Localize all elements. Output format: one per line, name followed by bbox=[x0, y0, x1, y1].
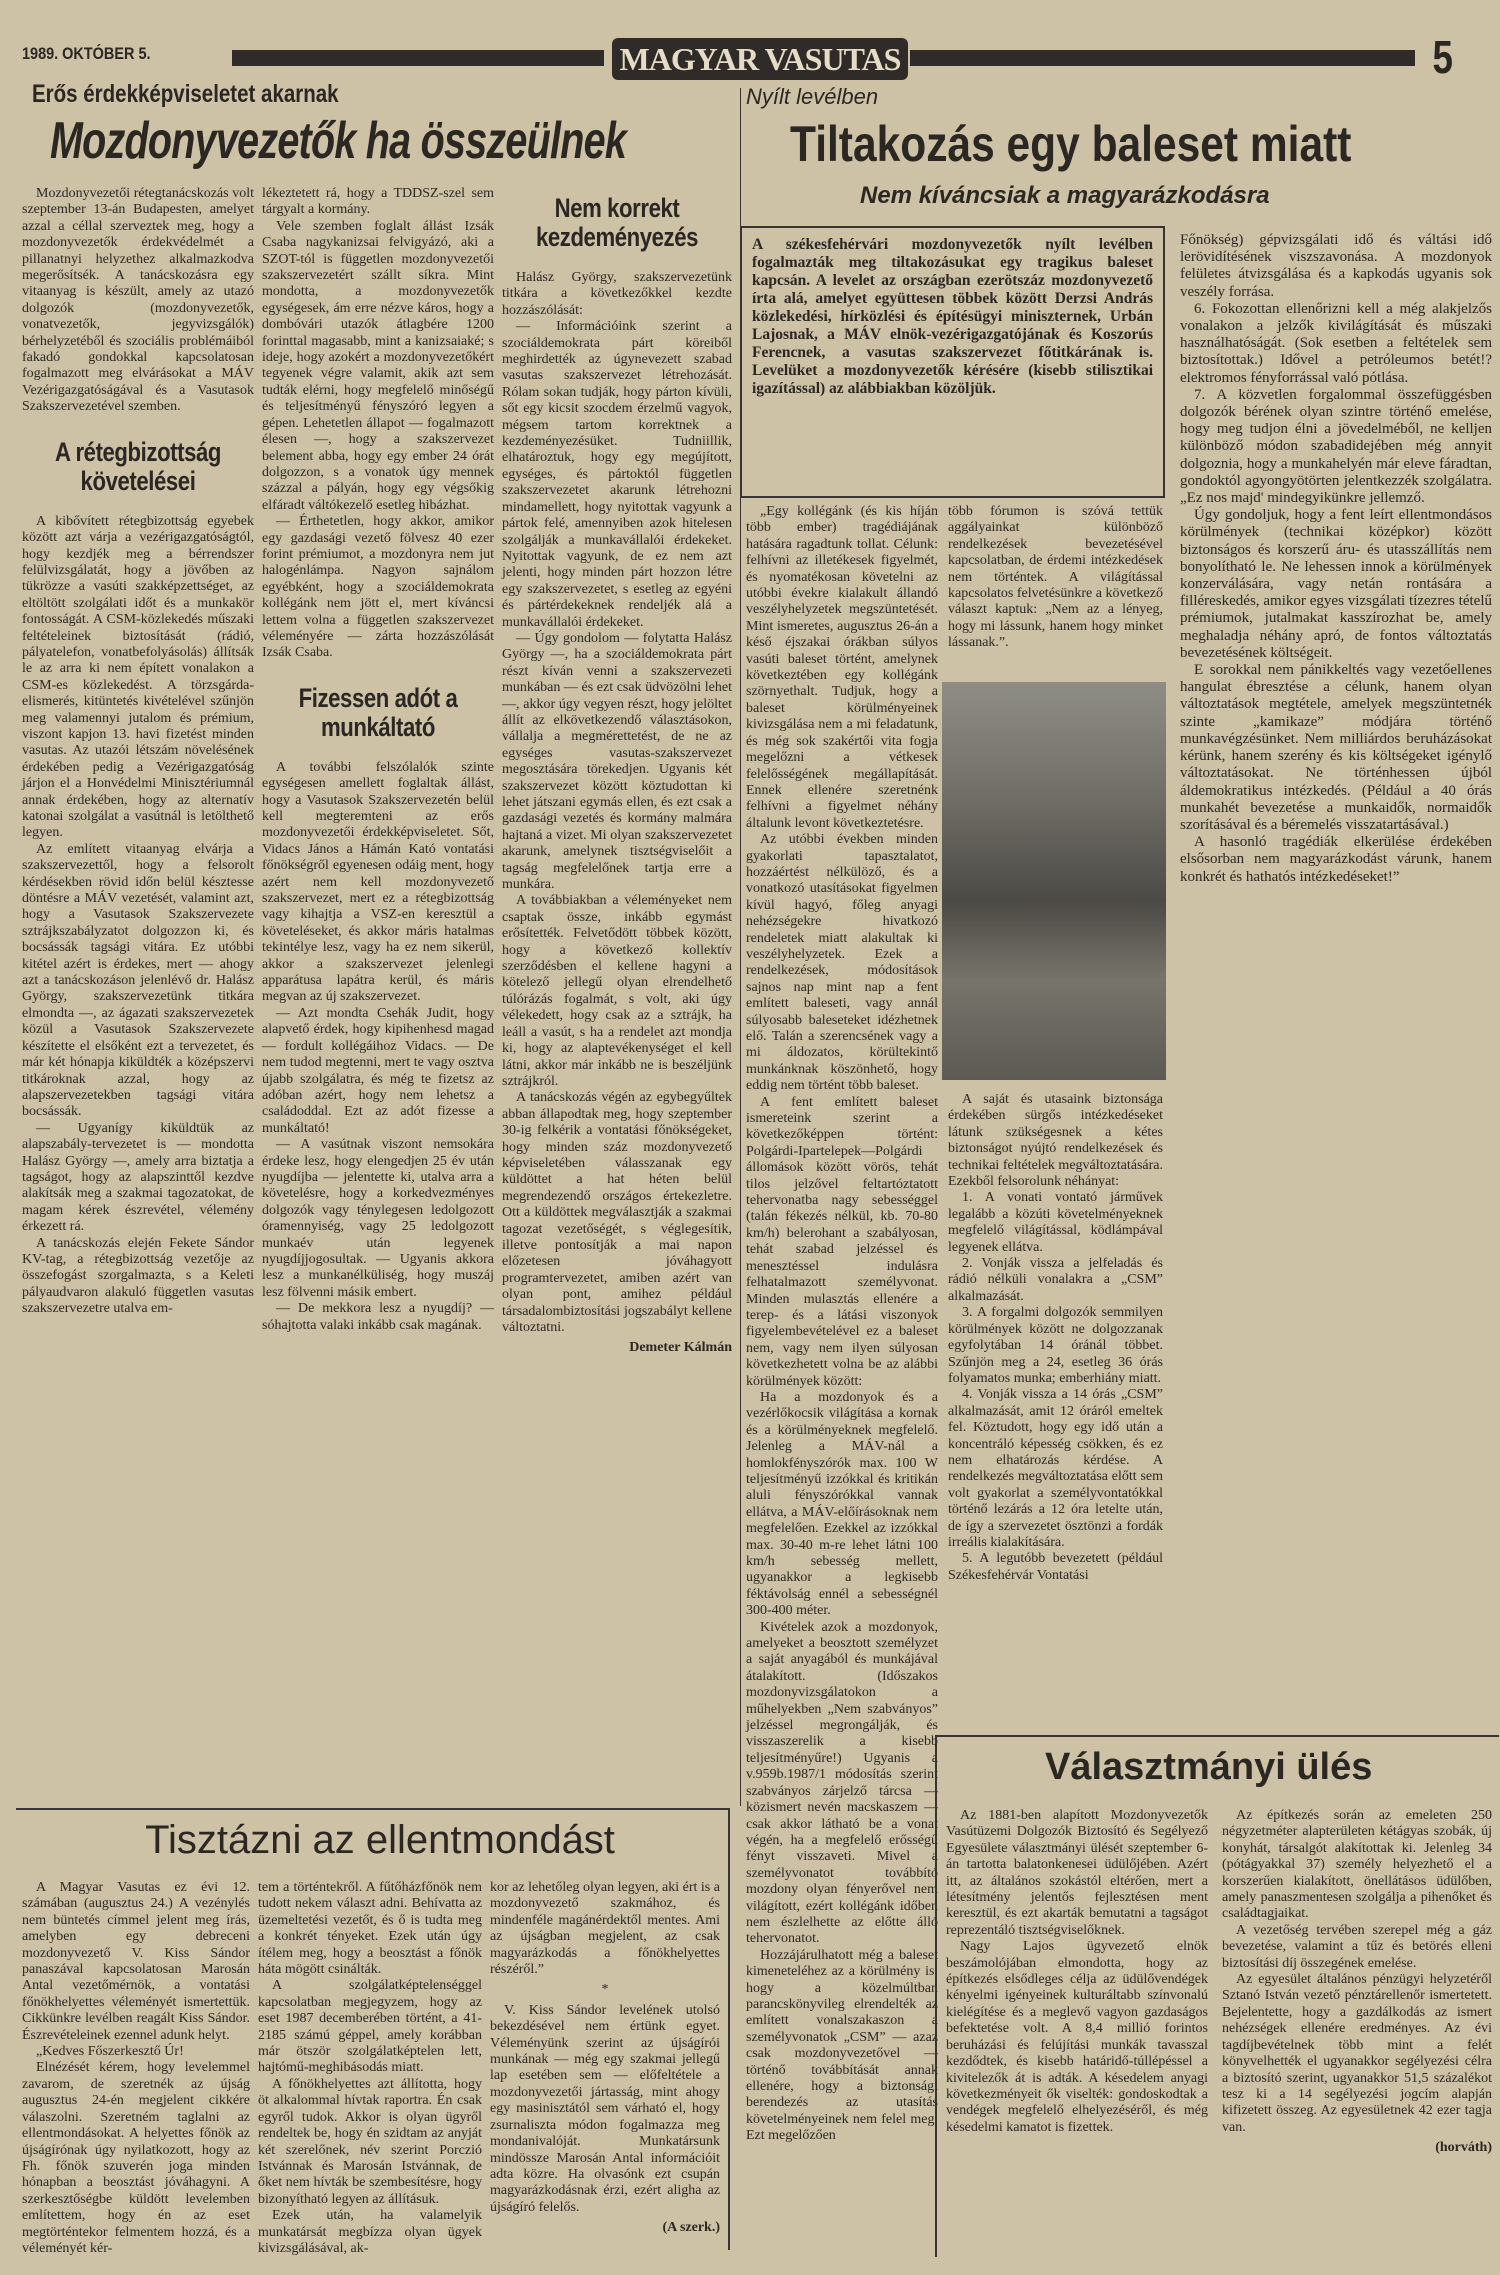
byline: (A szerk.) bbox=[662, 2220, 720, 2236]
right-article-column-2-bottom bbox=[948, 1092, 1163, 1732]
assembly-headline: Választmányi ülés bbox=[1045, 1746, 1373, 1788]
assembly-column-2 bbox=[1222, 1808, 1492, 2240]
right-article-column-3 bbox=[1180, 232, 1492, 1732]
paragraph: A tanácskozás elején Fekete Sándor KV-tag, a rétegbizottság vezetője az összefogást szorgalmazta, s a Keleti pályaudvaron alakuló független vasutas szakszervezetre utalva em- bbox=[22, 1235, 254, 1317]
paragraph: „Egy kollégánk (és kis híján több ember) tragédiájának hatására ragadtunk tollat. Célunk: felhívni az illetékesek figyelmét, és nyomatékosan követelni az utóbbi évekre kialakult állandó veszélyhelyzetek megszüntetését. Mint ismeretes, augusztus 26-án a késő éjszakai órákban súlyos vasúti baleset történt, amelynek következtében egy kollégánk szörnyethalt. Tudjuk, hogy a baleset körülményeinek kivizsgálása nem a mi feladatunk, és még sok szakértői vita fogja megelőzni a vétkesek felelősségének megállapítását. Ennek ellenére szeretnénk felhívni a figyelmet néhány általunk levont következtetésre. bbox=[746, 504, 938, 831]
paragraph: Ha a mozdonyok és a vezérlőkocsik világítása a kornak és a körülményeknek megfelelő. Jelenleg a MÁV-nál a homlokfényszórók max. 100 W teljesítményű izzókkal és kritikán aluli fényszórókkal vannak ellátva, a MÁV-előírásoknak nem megfelelően. Ezekkel az izzókkal max. 30-40 m-re lehet látni 100 km/h sebesség mellett, ugyanakkor a legkisebb féktávolság ennél a sebességnél 300-400 méter. bbox=[746, 1389, 938, 1619]
header-rule-right bbox=[910, 50, 1415, 66]
paragraph: A vezetőség tervében szerepel még a gáz bevezetése, valamint a tűz és betörés elleni biztosítási díj összegének emelése. bbox=[1222, 1922, 1492, 1971]
masthead-logo: MAGYAR VASUTAS bbox=[612, 38, 908, 80]
paragraph: Nagy Lajos ügyvezető elnök beszámolójában elmondotta, hogy az építkezés elsődleges célja az üdülővendégek kényelmi igényeinek kulturáltabb színvonalú kielégítése és a meglevő vagyon gazdaságos befektetése volt. A 8,4 millió forintos beruházási és felújítási munkák tavasszal kezdődtek, és kisebb határidő-túllépéssel a kivitelezők át is adták. A késedelem anyagi következményeit ők viselték: gondoskodtak a vendégek megfelelő elhelyezéséről, és még késedelmi kamatot is fizettek. bbox=[946, 1939, 1208, 2135]
left-article-column-2 bbox=[262, 186, 494, 1804]
separator-asterisk: * bbox=[601, 1982, 609, 1998]
paragraph: A fent említett baleset ismereteink szerint a következőképpen történt: Polgárdi-Ipartelepek—Polgárdi állomások között vörös, tehát tilos jelzővel feltartóztatott tehervonatba nagy sebességgel (talán fékezés nélkül, kb. 70-80 km/h) belerohant a szabályosan, tehát szabad jelzéssel és menesztéssel indulásra felhatalmazott személyvonat. Minden mulasztás ellenére a terep- és a látási viszonyok figyelembevételével ez a baleset nem, vagy nem ilyen súlyosan következhetett volna be az alábbi körülmények között: bbox=[746, 1094, 938, 1389]
clarification-column-2 bbox=[258, 1880, 482, 2256]
paragraph: 4. Vonják vissza a 14 órás „CSM” alkalmazását, amit 12 óráról emeltek fel. Köztudott, hogy egy idő után a koncentráló képesség csökken, és ez nem elhatározás kérdése. A rendelkezés megváltoztatása előtt sem volt gyakorlat a személyvontatókkal történő lezárás a 12 óra letelte után, de így a szervezetet ösztönzi a fordák irreális kialakítására. bbox=[948, 1387, 1163, 1550]
paragraph: A főnökhelyettes azt állította, hogy öt alkalommal hívtak raportra. Én csak egyről tudok. Akkor is olyan ügyről rendeltek be, hogy én szidtam az anyját két szerelőnek, név szerint Porczió Istvánnak és Marosán Istvánnak, de őket nem hívták be szembesítésre, hogy bizonyítható legyen az állításuk. bbox=[258, 2076, 482, 2207]
paragraph: A tanácskozás végén az egybegyűltek abban állapodtak meg, hogy szeptember 30-ig felkérik a vontatási főnökségeket, hogy minden száz mozdonyvezető képviseletében válasszanak egy küldöttet a hat héten belül megrendezendő országos értekezletre. Ott a küldöttek megválasztják a szakmai tagozat vezetőségét, s véglegesítik, illetve pontosítják a mai napon előzetesen jóváhagyott programtervezetet, amiben azért van olyan pont, amihez például társadalombiztosítási jogszabályt kellene változtatni. bbox=[502, 1090, 732, 1335]
paragraph: kor az lehetőleg olyan legyen, aki ért is a mozdonyvezető szakmához, és mindenféle magánérdektől mentes. Ami az újságban megjelent, az csak magyarázkodás a főnökhelyettes részéről.” bbox=[490, 1880, 720, 1978]
left-article-kicker: Erős érdekképviseletet akarnak bbox=[32, 80, 339, 108]
paragraph: 7. A közvetlen forgalommal összefüggésben dolgozók bérének olyan szintre történő emelése, hogy meg tudjon élni a jövedelméből, ne kelljen különböző módon szabadidejében még annyit dolgoznia, hogy a munkahelyén már eleve fáradtan, gondoktól agyongyötörten jelentkezzék szolgálatra. „Ez nos majd' mindegyikünkre jellemző. bbox=[1180, 386, 1492, 507]
paragraph: E sorokkal nem pánikkeltés vagy vezetőellenes hangulat ébresztése a célunk, hanem olyan változtatások megtétele, amelyek megszüntetnék szinte „kamikaze” módjára történő munkavégzésünket. Nem milliárdos beruházásokat kérünk, hanem szerény és kis költségeket igénylő változtatásokat. Ne történhessen újból áldemokratikus intézkedés. (Például a 40 órás munkahét bevezetése a munkaidők, normaidők szorításával és a béremelés visszatartásával.) bbox=[1180, 662, 1492, 833]
paragraph: V. Kiss Sándor levelének utolsó bekezdésével nem értünk egyet. Véleményünk szerint az újságírói munkának — még egy szakmai jellegű lap esetében sem — előfeltétele a mozdonyvezetői jártasság, mint ahogy egy masinisztától sem várható el, hogy zsurnaliszta módon fogalmazza meg mondanivalóját. Munkatársunk mindössze Marosán Antal információit adta közre. Ha olvasónk ezt csupán magyarázkodásnak érzi, ezért aligha az újságíró felelős. bbox=[490, 2002, 720, 2215]
paragraph: Ezek után, ha valamelyik munkatársát megbízza olyan ügyek kivizsgálásával, ak- bbox=[258, 2208, 482, 2256]
right-article-subheadline: Nem kíváncsiak a magyarázkodásra bbox=[860, 182, 1270, 209]
paragraph: Az utóbbi években minden gyakorlati tapasztalatot, hozzáértést nélkülöző, és a vonatkozó utasításokat figyelmen kívül hagyó, főleg anyagi nehézségekre hivatkozó rendeletek miatt alakultak ki veszélyhelyzetek. Ezek a rendelkezések, módosítások sajnos nap mint nap a fent említett baleseti, vagy annál súlyosabb baleseteket idézhetnek elő. Talán a szerencsének vagy a mi áldozatos, körültekintő munkánknak köszönhető, hogy eddig nem történt több baleset. bbox=[746, 832, 938, 1094]
page-number: 5 bbox=[1432, 31, 1454, 83]
left-article-column-3 bbox=[502, 172, 732, 1804]
subheading: Fizessen adót a munkáltató bbox=[298, 682, 458, 742]
paragraph: 6. Fokozottan ellenőrizni kell a még alakjelzős vonalakon a jelzők kivilágítását és műszaki használhatóságát. (Sok esetben a feltételek sem biztosítottak.) Idővel a petróleumos betét!? elektromos fényforrással való pótlása. bbox=[1180, 300, 1492, 386]
paragraph: „Kedves Főszerkesztő Úr! bbox=[36, 2044, 184, 2060]
byline: (horváth) bbox=[1435, 2140, 1492, 2156]
paragraph: A hasonló tragédiák elkerülése érdekében elsősorban nem magyarázkodást várunk, hanem konkrét és hathatós intézkedéseket!” bbox=[1180, 834, 1492, 885]
paragraph: Az 1881-ben alapított Mozdonyvezetők Vasútüzemi Dolgozók Biztosító és Segélyező Egyesülete választmányi ülését szeptember 6-án tartotta balatonkenesei üdülőjében. Azért itt, az általános szokástól eltérően, mert a létesítmény jelentős fejlesztésen ment keresztül, és ezt akarták bemutatni a tagságot reprezentáló tisztségviselőknek. bbox=[946, 1808, 1208, 1938]
paragraph: Vele szemben foglalt állást Izsák Csaba nagykanizsai felvigyázó, aki a SZOT-tól is független mozdonyvezetői szakszervezetért szállt síkra. Mint mondotta, a mozdonyvezetők egységesek, ám erre nézve káros, hogy a dombóvári utazók átlagbére 1200 forinttal magasabb, mint a kanizsaiaké; s ideje, hogy azokért a mozdonyvezetőkért tegyenek végre valamit, akik azt sem tudták elérni, hogy megfelelő minőségű és teljesítményű fényszóró legyen a gépen. Lehetetlen állapot — fogalmazott élesen —, hogy a szakszervezet belement abba, hogy egy ember 24 órát dolgozzon, s a vonatok úgy mennek százzal a pályán, hogy egy végsőkig elfáradt váltókezelő esetleg hibázhat. bbox=[262, 218, 494, 513]
paragraph: Hozzájárulhatott még a baleset kimeneteléhez az a körülmény is, hogy a közelmúltban parancskönyvileg elrendelték az említett vonalszakaszon a személyvonatok „CSM” — azaz csak mozdonyvezetővel — történő továbbítását annak ellenére, hogy a biztonsági berendezés az utasítás követelményeinek nem felel meg. Ezt megelőzően bbox=[746, 1947, 938, 2144]
accident-photo bbox=[942, 682, 1166, 1080]
right-article-column-1 bbox=[746, 504, 938, 2240]
byline: Demeter Kálmán bbox=[629, 1340, 732, 1356]
paragraph: Az egyesület általános pénzügyi helyzetéről Sztanó István vezető pénztárellenőr ismertetett. Bejelentette, hogy a gazdálkodás az ismert nehézségek ellenére eredményes. Az évi tagdíjbevételnek több mint a felét könyvelhették el ugyanakkor segélyezési célra a biztosító szerint, ugyanakkor 51,5 százalékot tesz ki a 14 segélyezési jogcím alapján kifizetett összeg. Az egyesületnek 42 ezer tagja van. bbox=[1222, 1972, 1492, 2135]
clarification-column-3 bbox=[490, 1880, 720, 2240]
paragraph: Kivételek azok a mozdonyok, amelyeket a beosztott személyzet a saját anyagából és munkájával átalakított. (Időszakos mozdonyvizsgálatokon a műhelyekben „Nem szabványos” jelzéssel megrongálják, és visszaszerelik a kisebb teljesítményűre!) Ugyanis a v.959b.1987/1 módosítás szerint szabványos zárjelző tárcsa — közismert nevén macskaszem — csak akkor látható be a vonat végén, ha a megfelelő erősségű fényt visszaveti. Mivel a személyvonatot továbbító mozdony olyan fényerővel nem világított, ezért kollégánk időben nem észlelhette az előtte álló tehervonatot. bbox=[746, 1619, 938, 1947]
paragraph: Halász György, szakszervezetünk titkára a következőkkel kezdte hozzászólását: bbox=[502, 270, 732, 318]
intro-text: A székesfehérvári mozdonyvezetők nyílt levélben fogalmazták meg tiltakozásukat egy tragikus baleset kapcsán. A levelet az országban ezerötszáz mozdonyvezető írta alá, amelyet együttesen többek között Derzsi András közlekedési, hírközlési és építésügyi miniszternek, Urbán Lajosnak, a MÁV elnök-vezérigazgatójának és Koszorús Ferencnek, a vasutas szakszervezet főtitkárának is. Levelüket a mozdonyvezetők kérésére (kisebb stilisztikai igazítással) az alábbiakban közöljük. bbox=[752, 236, 1153, 397]
issue-date: 1989. OKTÓBER 5. bbox=[22, 44, 151, 63]
paragraph: tem a történtekről. A fűtőházfőnök nem tudott nekem választ adni. Behívatta az üzemeltetési vezetőt, és ő is tudta meg a konkrét tényeket. Ezek után úgy ítélem meg, hogy a beosztást a főnök háta mögött csinálták. bbox=[258, 1880, 482, 1978]
paragraph: Az említett vitaanyag elvárja a szakszervezettől, hogy a felsorolt kérdésekben rövid időn belül késztesse döntésre a MÁV vezetését, valamint azt, hogy a Vasutasok Szakszervezete sztrájkszabályzatot dolgozzon ki, és bocsássák tagsági vitára. Ez utóbbi kitétel azért is érdekes, mert — ahogy azt a tanácskozáson jelenlévő dr. Halász György, szakszervezetünk titkára elmondta —, az ágazati szakszervezetek közül a Vasutasok Szakszervezete készítette el elsőként ezt a tervezetet, és már két hónapja kiküldték a középszervi titkároknak azzal, hogy az alapszervezetekben tagsági vitára bocsássák. bbox=[22, 841, 254, 1120]
paragraph: — Úgy gondolom — folytatta Halász György —, ha a szociáldemokrata párt részt kíván venni a szakszervezeti munkában — és ezt csak üdvözölni lehet —, akkor úgy vegyen részt, hogy jelöltet állít az elkövetkezendő választásokon, vállalja a megmérettetést, de ne az egységes vasutas-szakszervezet megosztására törekedjen. Ugyanis két szakszervezet között köztudottan ki lehet játszani egymás ellen, és ezt csak a gazdasági vezetés és kormány malmára hajtaná a vizet. Mi olyan szakszervezetet akarunk, amelynek tisztségviselőit a tagság megfelelőnek tartja erre a munkára. bbox=[502, 630, 732, 893]
paragraph: Úgy gondoljuk, hogy a fent leírt ellentmondásos körülmények (technikai középkor) között biztonságos és korszerű áru- és utasszállítás nem bonyolítható le. Ne lehessen innok a körülmények konzerválására, vagy netán rontására a filléreskedés, amikor egyes vizsgálati tízezres tételű prémiumok, jutalmakat kasszírozhat be, amely meghaladja néhány apró, de fontos változtatás bevezetésének költségeit. bbox=[1180, 507, 1492, 661]
paragraph: 1. A vonati vontató járművek legalább a közúti követelményeknek megfelelő világítással, ködlámpával legyenek ellátva. bbox=[948, 1190, 1163, 1255]
paragraph: A szolgálatképtelenséggel kapcsolatban megjegyzem, hogy az eset 1987 decemberében történt, a 41-2185 számú géppel, amely korábban már ötször szolgálatképtelen lett, hajtómű-meghibásodás miatt. bbox=[258, 1978, 482, 2076]
paragraph: 5. A legutóbb bevezetett (például Székesfehérvár Vontatási bbox=[948, 1551, 1163, 1583]
paragraph: A kibővített rétegbizottság egyebek között azt várja a vezérigazgatóságtól, hogy kezdjék meg a bérrendszer felülvizsgálatát, hogy a jövőben az tükrözze a vasúti szakképzettséget, az eltöltött szolgálati időt és a munkakör fontosságát. A CSM-közlekedés műszaki feltételeinek biztosítását (rádió, pályatelefon, vonatbefolyásolás) állítsák le az arra ki nem épített vonalakon a CSM-es közlekedést. A törzsgárda-elismerés, kitüntetés kivételével szűnjön meg valamennyi jutalom és prémium, viszont kapjon 13. havi fizetést minden vasutas. Az utazói létszám növelésének érdekében pedig a Vezérigazgatóság járjon el a Honvédelmi Minisztériumnál annak érdekében, hogy az alternatív katonai szolgálat a vasútnál is letölthető legyen. bbox=[22, 513, 254, 841]
paragraph: több fórumon is szóvá tettük aggályainkat különböző rendelkezések bevezetésével kapcsolatban, de érdemi intézkedések nem történtek. A világítással kapcsolatos felvetésünkre a következő választ kaptuk: „Nem az a lényeg, hogy mi lássunk, hanem hogy minket lássanak.”. bbox=[948, 504, 1163, 651]
right-article-column-2-top bbox=[948, 504, 1163, 676]
paragraph: — Ugyanígy kiküldtük az alapszabály-tervezetet is — mondotta Halász György —, amely arra biztatja a tagságot, hogy az alapszinttől kezdve alakítsák meg a szakmai tagozatokat, de magam kérek észrevétel, vélemény érkezett rá. bbox=[22, 1120, 254, 1235]
right-article-kicker: Nyílt levélben bbox=[746, 84, 879, 109]
paragraph: Az építkezés során az emeleten 250 négyzetméter alapterületen kétágyas szobák, új konyhát, társalgót alakítottak ki. Jelenleg 34 (pótágyakkal 37) személy helyezhető el a korszerűen kialakított, önellátásos üdülőben, amely panaszmentesen szolgálja a pihenőket és családtagjaikat. bbox=[1222, 1808, 1492, 1922]
subheading: Nem korrekt kezdeményezés bbox=[535, 193, 699, 252]
left-article-headline: Mozdonyvezetők ha összeülnek bbox=[50, 112, 627, 170]
subheading: A rétegbizottság követelései bbox=[54, 436, 222, 496]
paragraph: Főnökség) gépvizsgálati idő és váltási idő lerövidítésének viszszavonása. A mozdonyok felületes átvizsgálása és a kapkodás ugyanis sok veszély forrása. bbox=[1180, 232, 1492, 300]
paragraph: lékeztetett rá, hogy a TDDSZ-szel sem tárgyalt a kormány. bbox=[262, 186, 494, 218]
assembly-column-1 bbox=[946, 1808, 1208, 2240]
header-rule-left bbox=[232, 50, 604, 66]
paragraph: Elnézését kérem, hogy levelemmel zavarom, de szeretnék az újság augusztus 24-én megjelent cikkére válaszolni. Szeretném taglalni az ellentmondásokat. A helyettes főnök az újságírónak úgy nyilatkozott, hogy az Fh. főnök szuverén joga minden hónapban a beosztást jóváhagyni. A szerkesztőségbe küldött levelemben említettem, hogy én az eset megtörténtekor felmentem hozzá, és a véleményét kér- bbox=[22, 2060, 250, 2256]
paragraph: A Magyar Vasutas ez évi 12. számában (augusztus 24.) A vezénylés nem büntetés címmel jelent meg írás, amelyben egy debreceni mozdonyvezető V. Kiss Sándor panaszával kapcsolatosan Marosán Antal vezetőmérnök, a vontatási főnökhelyettes véleményét ismertettük. Cikkünkre levélben reagált Kiss Sándor. Észrevételeinek ezennel adunk helyt. bbox=[22, 1880, 250, 2043]
right-article-headline: Tiltakozás egy baleset miatt bbox=[790, 116, 1352, 172]
paragraph: Mozdonyvezetői rétegtanácskozás volt szeptember 13-án Budapesten, amelyet azzal a céllal szerveztek meg, hogy a mozdonyvezetők érdekvédelmét a pillanatnyi helyzethez alkalmazkodva megerősítsék. A tanácskozásra egy vitaanyag is készült, amely az utazó dolgozók (mozdonyvezetők, vonatvezetők, jegyvizsgálók) bérhelyzetéből és szociális problémáiból fakadó gondokkal kapcsolatosan fogalmazott meg elvárásokat a MÁV Vezérigazgatóságával és a Vasutasok Szakszervezetével szemben. bbox=[22, 186, 254, 415]
clarification-headline: Tisztázni az ellentmondást bbox=[145, 1818, 615, 1862]
left-article-column-1 bbox=[22, 186, 254, 1804]
paragraph: 2. Vonják vissza a jelfeladás és rádió nélküli vonalakra a „CSM” alkalmazását. bbox=[948, 1256, 1163, 1304]
intro-box bbox=[740, 226, 1165, 498]
clarification-column-1 bbox=[22, 1880, 250, 2256]
paragraph: A saját és utasaink biztonsága érdekében sürgős intézkedéseket látunk szükségesnek a kétes biztonságot nyújtó rendelkezések és technikai feltételek megváltoztatására. Ezekből felsorolunk néhányat: bbox=[948, 1092, 1163, 1190]
paragraph: — De mekkora lesz a nyugdíj? — sóhajtotta valaki inkább csak magának. bbox=[262, 1301, 494, 1333]
paragraph: — A vasútnak viszont nemsokára érdeke lesz, hogy elengedjen 25 év után nyugdíjba — jelentette ki, utalva arra a követelésre, hogy a korkedvezményes dolgozók vagy ténylegesen ledolgozott óramennyiség, vagy 25 ledolgozott munkaév után legyenek nyugdíjjogosultak. — Ugyanis akkora lesz a munkanélküliség, hogy muszáj lesz fölvenni másik embert. bbox=[262, 1137, 494, 1300]
paragraph: A további felszólalók szinte egységesen amellett foglaltak állást, hogy a Vasutasok Szakszervezetén belül kell megteremteni az erős mozdonyvezetői érdekképviseletet. Sőt, Vidacs János a Hámán Kató vontatási főnökségről egyenesen odáig ment, hogy azért nem kell mozdonyvezető szakszervezet, mert ez a rétegbizottság vagy kihajtja a VSZ-en keresztül a követeléseket, és akkor máris hatalmas tekintélye lesz, vagy ha ez nem sikerül, akkor a szakszervezet jelenlegi apparátusa lapátra kerül, és máris megvan az új szakszervezet. bbox=[262, 759, 494, 1005]
paragraph: 3. A forgalmi dolgozók semmilyen körülmények között ne dolgozzanak egyfolytában 14 óránál többet. Szűnjön meg a 24, esetleg 36 órás folyamatos munka; emberhiány miatt. bbox=[948, 1305, 1163, 1386]
paragraph: A továbbiakban a véleményeket nem csaptak össze, inkább egymást erősítették. Felvetődött többek között, hogy a következő kollektív szerződésben el kellene hagyni a kötelező jellegű olyan elrendelhető túlórázás fogalmát, s volt, aki úgy vélekedett, hogy csak az a sztrájk, ha leáll a vasút, s ha a rendelet azt mondja ki, hogy az alaptevékenységet el kell látni, akkor már inkább ne is beszéljünk sztrájkról. bbox=[502, 893, 732, 1089]
paragraph: — Érthetetlen, hogy akkor, amikor egy gazdasági vezető fölvesz 40 ezer forint prémiumot, a mozdonyra nem jut halogénlámpa. Nagyon sajnálom egyébként, hogy a szociáldemokrata kollégánk nem jött el, mert kíváncsi lettem volna a független szakszervezet véleményére — zárta hozzászólását Izsák Csaba. bbox=[262, 514, 494, 661]
paragraph: — Információink szerint a szociáldemokrata párt köreiből meghirdették az úgynevezett szabad vasutas szakszervezet létrehozását. Rólam sokan tudják, hogy párton kívüli, sőt egy kicsit szocdem érzelmű vagyok, mégsem tartom korrektnek a kezdeményezésüket. Tudniillik, elhatároztuk, hogy egy megújított, egységes, és pártoktól független szakszervezetet akarunk létrehozni mindamellett, hogy nyitottak vagyunk a pártok felé, amennyiben azok hitelesen szolgálják a munkavállalói érdekeket. Nyitottak vagyunk, de ez nem azt jelenti, hogy minden párt hozzon létre egy szakszervezetet, s esetleg az egyéni és pártérdekeknek rendeljék alá a munkavállalói érdekeket. bbox=[502, 319, 732, 630]
paragraph: — Azt mondta Csehák Judit, hogy alapvető érdek, hogy kipihenhesd magad — fordult kollégáihoz Vidacs. — De nem tudod megtenni, mert te vagy osztva újabb szolgálatra, és még te fizetsz az adóban azért, hogy nem lehetsz a családoddal. Ezt az adót fizesse a munkáltató! bbox=[262, 1005, 494, 1136]
